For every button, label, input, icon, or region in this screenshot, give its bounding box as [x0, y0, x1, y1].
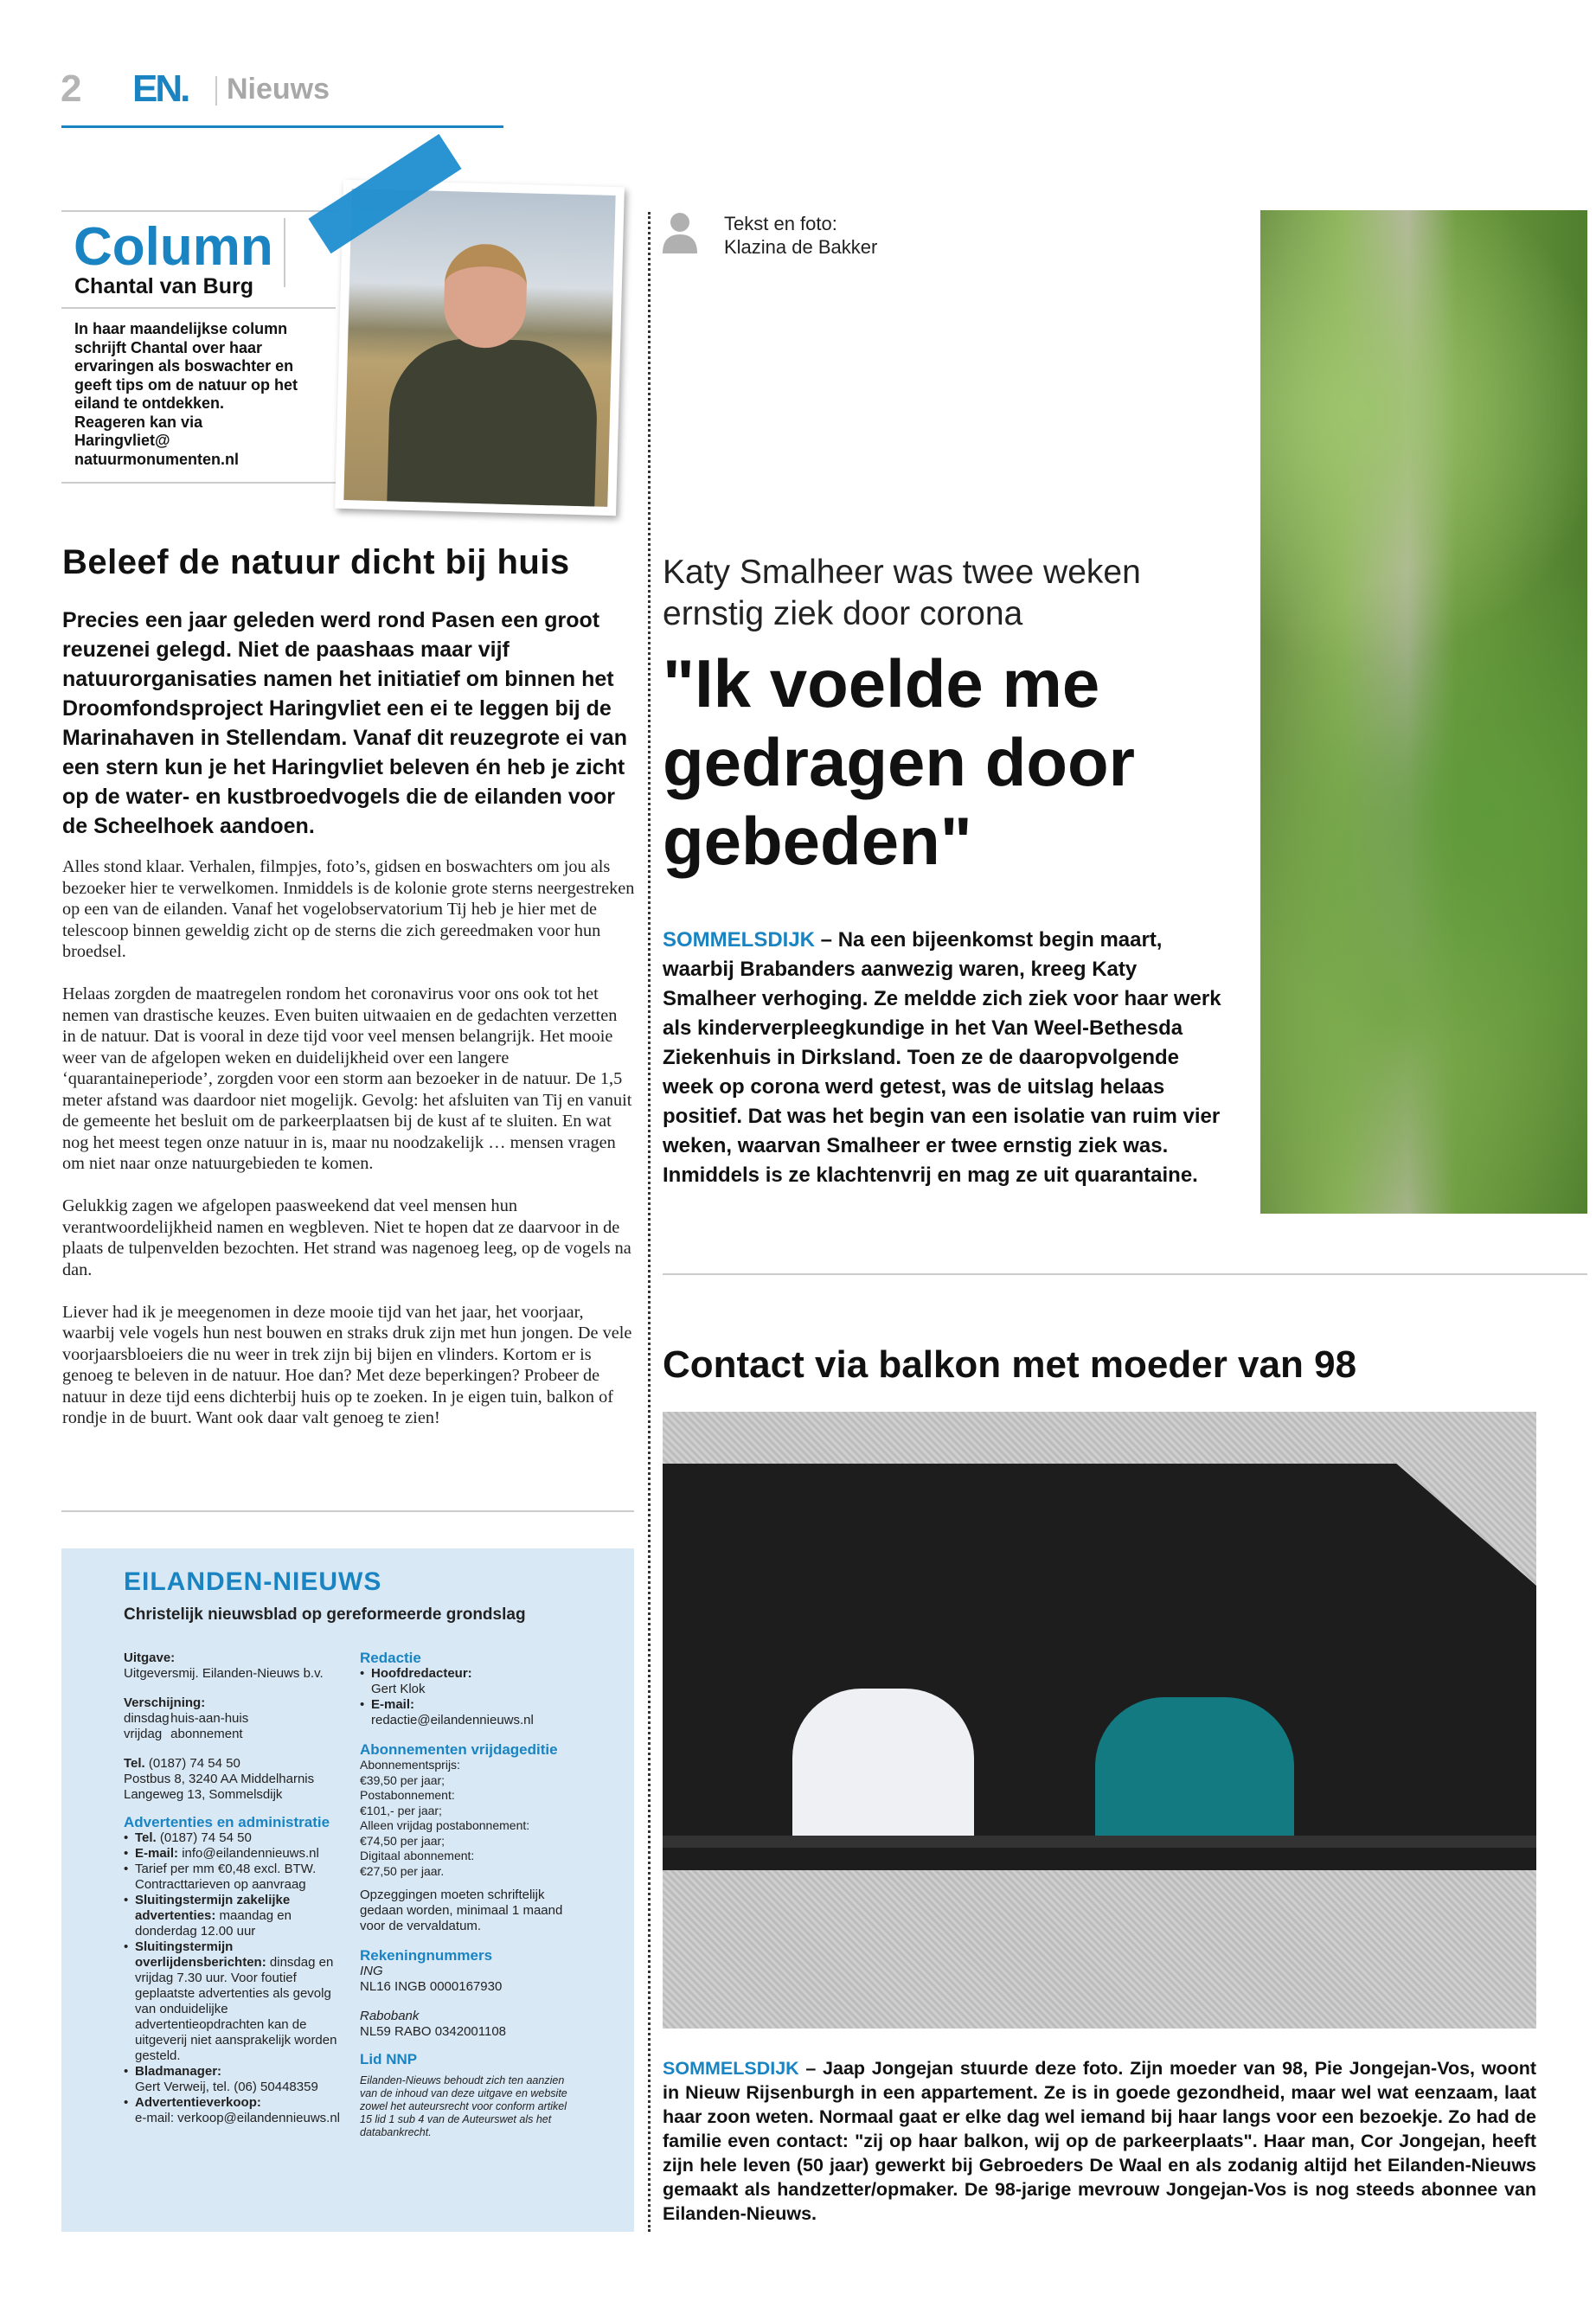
author-portrait-photo — [335, 180, 625, 516]
label: Sluitingstermijn zakelijke advertenties: — [135, 1893, 291, 1923]
bank: ING — [360, 1964, 383, 1978]
article-rule — [61, 1510, 634, 1512]
value: maandag en donderdag 12.00 uur — [135, 1908, 292, 1939]
heading: Redactie — [360, 1650, 421, 1666]
paragraph: Gelukkig zagen we afgelopen paasweekend dat veel mensen hun verantwoordelijkheid namen en wegbleven. Niet te hopen dat ze daarvoor in de plaats de tulpenvelden bezochten. Het strand was nagenoeg leeg, op de vogels na dan. — [62, 1196, 631, 1279]
byline-author: Klazina de Bakker — [724, 236, 878, 258]
label: Uitgave: — [124, 1650, 176, 1665]
item — [360, 1666, 602, 1697]
abo-list — [360, 1758, 602, 1879]
label: Hoofdredacteur: — [371, 1666, 472, 1681]
value[interactable]: redactie@eilandennieuws.nl — [371, 1713, 534, 1727]
account: NL59 RABO 0342001108 — [360, 2024, 507, 2039]
header-rule — [61, 125, 503, 128]
value: Gert Klok — [371, 1682, 426, 1696]
column-title: Column — [74, 217, 273, 277]
photo-caption — [663, 2056, 1536, 2226]
row — [124, 1711, 349, 1727]
item — [124, 1846, 349, 1862]
value: Uitgeversmij. Eilanden-Nieuws b.v. — [124, 1666, 324, 1681]
copyright-note: Eilanden-Nieuws behoudt zich ten aanzien van de inhoud van deze uitgave en website zowel het auteursrecht voor conform artikel 15 lid 1 sub 4 van de Auteurswet als het databankrecht. — [360, 2074, 567, 2138]
column-divider — [648, 212, 651, 2232]
item: • Tarief per mm €0,48 excl. BTW. Contracttarieven op aanvraag — [124, 1862, 349, 1893]
abo-line: Digitaal abonnement: — [360, 1849, 475, 1862]
article-lead — [663, 926, 1234, 1190]
byline — [724, 212, 877, 259]
abo-line: Postabonnement: — [360, 1788, 455, 1802]
dateline: SOMMELSDIJK — [663, 2058, 799, 2079]
header-separator — [215, 76, 217, 106]
type: abonnement — [170, 1727, 243, 1741]
label: Advertentieverkoop: — [135, 2095, 261, 2110]
article-lead: Precies een jaar geleden werd rond Pasen een groot reuzenei gelegd. Niet de paashaas maar vijf natuurorganisaties namen het initiatief om binnen het Droomfondsproject Haringvliet een ei te leggen bij de Marinahaven in Stellendam. Vanaf dit reuzegrote ei van een stern kun je het Haringvliet beleven én heb je zicht op de water- en kustbroedvogels die de eilanden voor de Scheelhoek aandoen. — [62, 608, 627, 838]
account: NL16 INGB 0000167930 — [360, 1979, 503, 1994]
article-kicker: Katy Smalheer was twee weken ernstig ziek door corona — [663, 554, 1141, 632]
abo-line: €101,- per jaar; — [360, 1803, 442, 1817]
value: Gert Verweij, tel. (06) 50448359 — [135, 2080, 318, 2094]
byline-label: Tekst en foto: — [724, 213, 837, 234]
caption-text: – Jaap Jongejan stuurde deze foto. Zijn moeder van 98, Pie Jongejan-Vos, woont in Nieuw Rijsenburgh in een appartement. Ze is in goede gezondheid, maar wel wat eenzaam, laat haar zoon weten. Normaal gaat er elke dag wel iemand bij haar langs voor een bezoekje. Zo had de familie even contact: "zij op haar balkon, wij op de parkeerplaats". Haar man, Cor Jongejan, heeft zijn hele leven (50 jaar) gewerkt bij Gebroeders De Waal en als zodanig altijd het Eilanden-Nieuws gemaakt als handzetter/opmaker. De 98-jarige mevrouw Jongejan-Vos is nog steeds abonnee van Eilanden-Nieuws. — [663, 2058, 1536, 2224]
paragraph: Alles stond klaar. Verhalen, filmpjes, foto’s, gidsen en boswachters om jou als bezoeker hier te verwelkomen. Inmiddels is de kolonie grote sterns neergestreken op een van de eilanden. Vanaf het vogelobservatorium Tij heb je hier met de telescoop binnen geweldig zicht op de sterns die zich gereedmaken voor hun broedsel. — [62, 857, 635, 961]
heading: Abonnementen vrijdageditie — [360, 1741, 558, 1758]
item — [360, 1697, 602, 1728]
foliage-photo — [1260, 210, 1587, 1214]
value[interactable]: info@eilandennieuws.nl — [182, 1846, 319, 1861]
column-bottom-rule — [61, 482, 336, 484]
column-author: Chantal van Burg — [74, 274, 253, 298]
label: Verschijning: — [124, 1695, 206, 1710]
column-top-rule — [61, 210, 336, 212]
item — [124, 2095, 349, 2126]
article-headline: Beleef de natuur dicht bij huis — [62, 543, 570, 581]
row — [124, 1727, 349, 1742]
value: Postbus 8, 3240 AA Middelharnis — [124, 1772, 315, 1786]
day: vrijdag — [124, 1727, 163, 1741]
colophon-right — [360, 1650, 602, 2139]
item — [124, 1830, 349, 1846]
article-headline: "Ik voelde me gedragen door gebeden" — [663, 645, 1136, 879]
balcony-photo — [663, 1412, 1536, 2029]
article-body — [62, 856, 635, 1450]
en-logo: EN. — [132, 67, 189, 110]
item — [124, 1939, 349, 2064]
label: Tel. — [135, 1830, 157, 1845]
section-title: Nieuws — [227, 73, 330, 106]
value: Langeweg 13, Sommelsdijk — [124, 1787, 283, 1802]
page-number: 2 — [61, 67, 82, 110]
value: (0187) 74 54 50 — [148, 1756, 240, 1771]
lead-text: – Na een bijeenkomst begin maart, waarbij Brabanders aanwezig waren, kreeg Katy Smalheer verhoging. Ze meldde zich ziek voor haar werk als kinderverpleegkundige in het Van Weel-Bethesda Ziekenhuis in Dirksland. Toen ze de daaropvolgende week op corona werd getest, was de uitslag helaas positief. Dat was het begin van een isolatie van ruim vier weken, waarvan Smalheer er twee ernstig ziek was. Inmiddels is ze klachtenvrij en mag ze uit quarantaine. — [663, 928, 1221, 1187]
column-mid-rule — [61, 307, 336, 309]
colophon-tagline: Christelijk nieuwsblad op gereformeerde grondslag — [124, 1606, 526, 1624]
item — [124, 1893, 349, 1939]
label: E-mail: — [135, 1846, 179, 1861]
dateline: SOMMELSDIJK — [663, 928, 816, 952]
colophon-box — [61, 1548, 634, 2232]
abo-line: €74,50 per jaar; — [360, 1833, 445, 1848]
paragraph: Liever had ik je meegenomen in deze mooie tijd van het jaar, het voorjaar, waarbij vele vogels hun nest bouwen en straks druk zijn met hun jongen. De vele voorjaarsbloeiers die nu weer in trek zijn bij bijen en vlinders. Kortom er is genoeg te beleven in de natuur. Hoe dan? Met deze beperkingen? Probeer de natuur in deze tijd eens dichterbij huis op te zoeken. In je eigen tuin, balkon of rondje in de buurt. Want ook daar valt genoeg te zien! — [62, 1302, 632, 1427]
column-separator — [284, 218, 285, 287]
colophon-left — [124, 1650, 349, 2126]
label: E-mail: — [371, 1697, 415, 1712]
column-intro: In haar maandelijkse column schrijft Chantal over haar ervaringen als boswachter en geeft tips om de natuur op het eiland te ontdekken. Reageren kan via Haringvliet@ natuurmonumenten.nl — [74, 320, 298, 468]
label: Bladmanager: — [135, 2064, 222, 2079]
article-headline: Contact via balkon met moeder van 98 — [663, 1343, 1357, 1386]
value: (0187) 74 54 50 — [159, 1830, 252, 1845]
bank: Rabobank — [360, 2009, 420, 2023]
value: dinsdag en vrijdag 7.30 uur. Voor foutief geplaatste advertenties als gevolg van onduidelijke advertentieopdrachten kan de uitgeverij niet aansprakelijk worden gesteld. — [135, 1955, 337, 2063]
label: Tel. — [124, 1756, 145, 1771]
heading: Advertenties en administratie — [124, 1814, 330, 1830]
label: Sluitingstermijn overlijdensberichten: — [135, 1939, 266, 1970]
row — [124, 1756, 349, 1772]
abo-line: Alleen vrijdag postabonnement: — [360, 1818, 530, 1832]
abo-line: Abonnementsprijs: — [360, 1758, 460, 1772]
type: huis-aan-huis — [170, 1711, 249, 1726]
article-rule — [663, 1273, 1587, 1275]
day: dinsdag — [124, 1711, 170, 1726]
heading: Lid NNP — [360, 2051, 418, 2067]
cancellation-note: Opzeggingen moeten schriftelijk gedaan worden, minimaal 1 maand voor de vervaldatum. — [360, 1888, 563, 1933]
abo-line: €39,50 per jaar; — [360, 1772, 445, 1787]
abo-line: €27,50 per jaar. — [360, 1863, 445, 1878]
colophon-brand: EILANDEN-NIEUWS — [124, 1567, 382, 1596]
author-silhouette-icon — [663, 210, 697, 253]
paragraph: Helaas zorgden de maatregelen rondom het coronavirus voor ons ook tot het nemen van drastische keuzes. Even buiten uitwaaien en de gedachten verzetten in de natuur. Dat is vooral in deze tijd voor veel mensen belangrijk. Het mooie weer van de afgelopen weken en duidelijkheid over een langere ‘quarantaineperiode’, zorgden voor een storm aan bezoeker in de natuur. De 1,5 meter afstand was daardoor niet mogelijk. Gevolg: het afsluiten van Tij en vanuit de gemeente het besluit om de parkeerplaatsen bij de kust af te sluiten. En wat nog het meest tegen onze natuur in is, maar nu noodzakelijk … mensen vragen om niet naar onze natuurgebieden te komen. — [62, 984, 632, 1173]
value[interactable]: e-mail: verkoop@eilandennieuws.nl — [135, 2111, 341, 2125]
item — [124, 2064, 349, 2095]
heading: Rekeningnummers — [360, 1947, 493, 1964]
